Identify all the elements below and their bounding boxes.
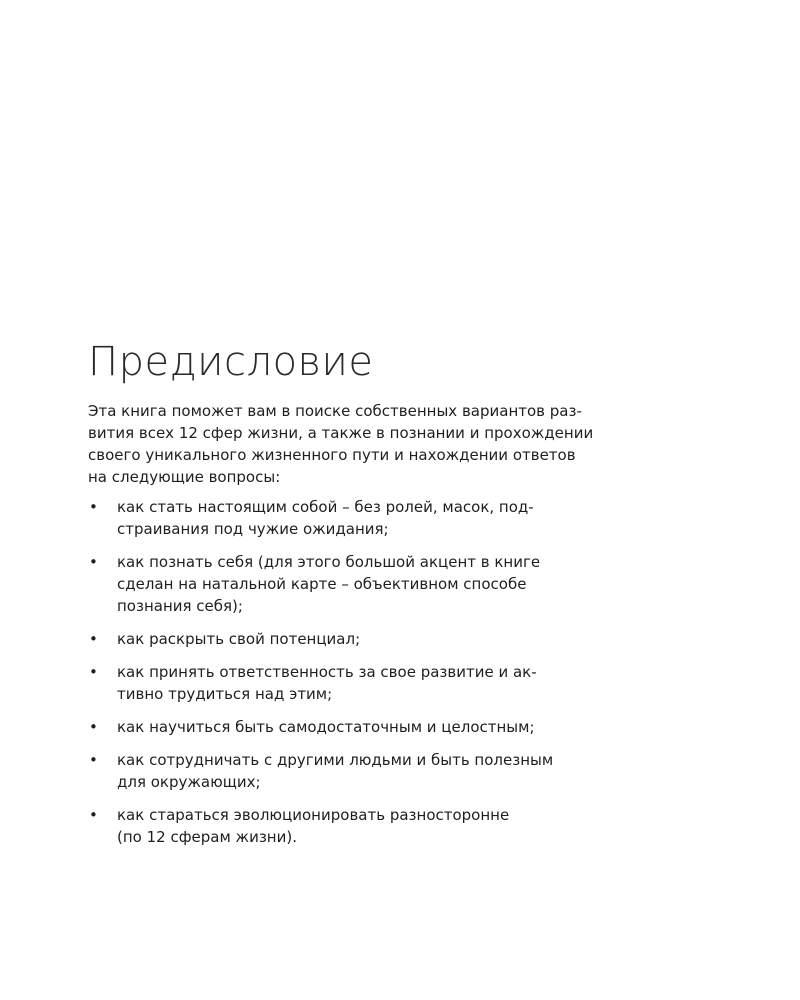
- bullet-icon: •: [89, 751, 98, 769]
- bullet-icon: •: [89, 553, 98, 571]
- list-item-line: познания себя);: [117, 597, 243, 615]
- list-item-line: сделан на натальной карте – объективном способе: [117, 575, 527, 593]
- list-item-line: как раскрыть свой потенциал;: [117, 630, 361, 648]
- list-item: [88, 749, 668, 793]
- list-item-text: [117, 551, 668, 617]
- intro-line: Эта книга поможет вам в поиске собственных вариантов раз-: [88, 402, 582, 420]
- list-item-line: тивно трудиться над этим;: [117, 685, 333, 703]
- list-item: [88, 716, 668, 738]
- bullet-icon: •: [89, 630, 98, 648]
- list-item-line: страивания под чужие ожидания;: [117, 520, 389, 538]
- list-item: [88, 551, 668, 617]
- bullet-icon: •: [89, 718, 98, 736]
- intro-paragraph: [88, 400, 668, 488]
- bullet-icon: •: [89, 806, 98, 824]
- list-item-line: как познать себя (для этого большой акцент в книге: [117, 553, 541, 571]
- list-item-line: (по 12 сферам жизни).: [117, 828, 297, 846]
- intro-line: на следующие вопросы:: [88, 468, 281, 486]
- bullet-icon: •: [89, 498, 98, 516]
- intro-line: своего уникального жизненного пути и нахождении ответов: [88, 446, 576, 464]
- page-title: Предисловие: [88, 339, 374, 385]
- list-item-text: [117, 749, 668, 793]
- list-item: [88, 628, 668, 650]
- list-item-text: [117, 628, 668, 650]
- list-item-line: как сотрудничать с другими людьми и быть полезным: [117, 751, 554, 769]
- list-item: [88, 804, 668, 848]
- list-item-line: как научиться быть самодостаточным и целостным;: [117, 718, 535, 736]
- list-item-line: для окружающих;: [117, 773, 261, 791]
- list-item-text: [117, 496, 668, 540]
- bullet-icon: •: [89, 663, 98, 681]
- list-item-text: [117, 804, 668, 848]
- list-item: [88, 496, 668, 540]
- list-item-text: [117, 716, 668, 738]
- list-item-line: как стать настоящим собой – без ролей, масок, под-: [117, 498, 534, 516]
- intro-line: вития всех 12 сфер жизни, а также в познании и прохождении: [88, 424, 594, 442]
- questions-list: [88, 496, 668, 848]
- list-item-line: как стараться эволюционировать разносторонне: [117, 806, 510, 824]
- list-item-line: как принять ответственность за свое развитие и ак-: [117, 663, 537, 681]
- preface-content: [88, 400, 668, 859]
- list-item-text: [117, 661, 668, 705]
- list-item: [88, 661, 668, 705]
